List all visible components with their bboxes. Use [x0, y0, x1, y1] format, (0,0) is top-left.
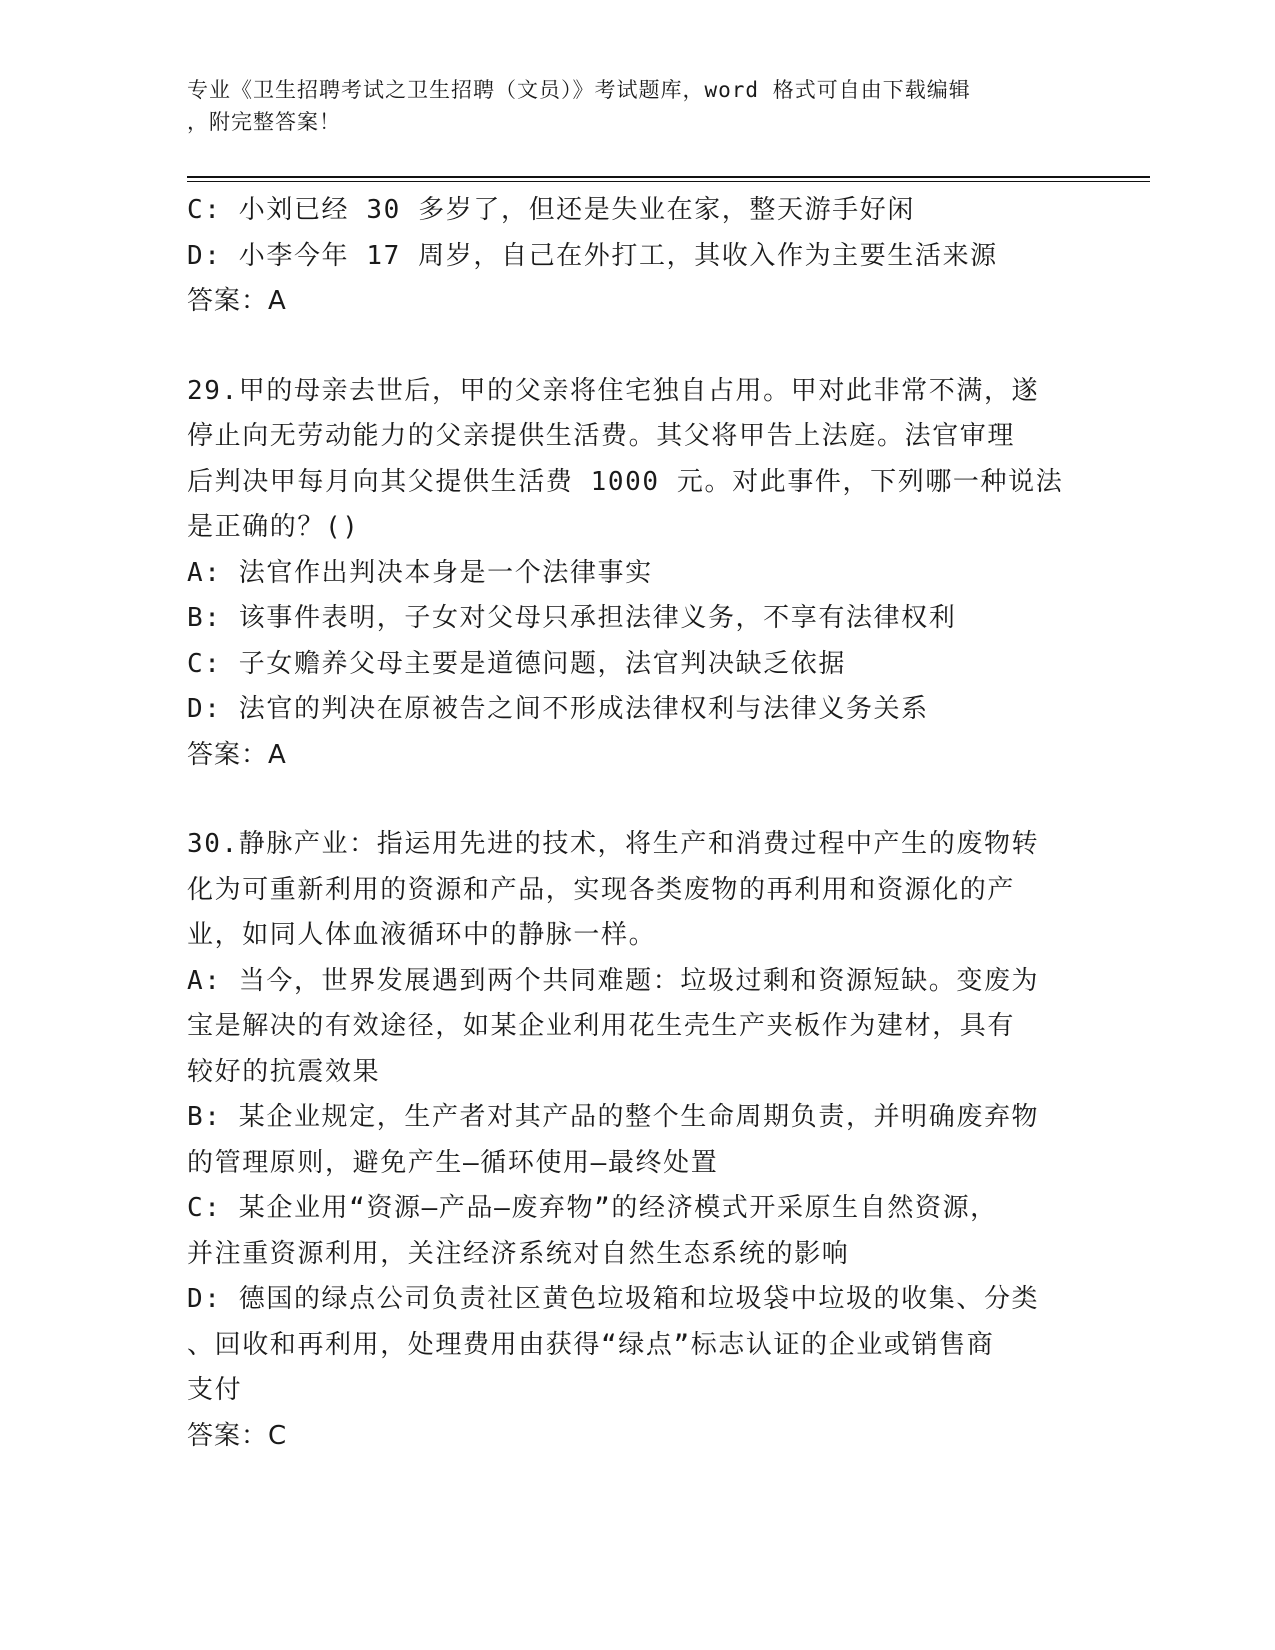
q30-option-d-line-3: 支付 [187, 1375, 243, 1405]
question-30 [187, 822, 1087, 1459]
question-29 [187, 369, 1087, 779]
q30-answer: 答案：C [187, 1420, 288, 1451]
page-header [187, 74, 1067, 138]
q30-option-b-line-2: 的管理原则，避免产生—循环使用—最终处置 [187, 1147, 719, 1178]
q29-option-d: D: 法官的判决在原被告之间不形成法律权利与法律义务关系 [187, 694, 929, 724]
q28-option-d: D: 小李今年 17 周岁，自己在外打工，其收入作为主要生活来源 [187, 240, 998, 271]
q30-option-a-line-1: A: 当今，世界发展遇到两个共同难题：垃圾过剩和资源短缺。变废为 [187, 965, 1040, 996]
q30-option-c-line-1: C: 某企业用“资源—产品—废弃物”的经济模式开采原生自然资源， [187, 1193, 998, 1223]
q30-option-a-line-3: 较好的抗震效果 [187, 1056, 381, 1087]
q29-option-a: A: 法官作出判决本身是一个法律事实 [187, 557, 653, 588]
q28-option-c: C: 小刘已经 30 多岁了，但还是失业在家，整天游手好闲 [187, 195, 915, 225]
q29-option-b: B: 该事件表明，子女对父母只承担法律义务，不享有法律权利 [187, 603, 957, 633]
header-rule-thin [187, 181, 1150, 182]
question-28-continuation [187, 188, 1087, 325]
q30-option-d-line-1: D: 德国的绿点公司负责社区黄色垃圾箱和垃圾袋中垃圾的收集、分类 [187, 1284, 1040, 1314]
question-content [187, 188, 1087, 1459]
header-title-line-2: ，附完整答案！ [187, 110, 341, 134]
q29-stem-line-1: 29.甲的母亲去世后，甲的父亲将住宅独自占用。甲对此非常不满，遂 [187, 375, 1040, 406]
q28-answer: 答案：A [187, 286, 287, 316]
spacer [187, 325, 1087, 369]
q29-stem-line-4: 是正确的？() [187, 512, 360, 542]
q30-option-b-line-1: B: 某企业规定，生产者对其产品的整个生命周期负责，并明确废弃物 [187, 1102, 1040, 1132]
q30-option-d-line-2: 、回收和再利用，处理费用由获得“绿点”标志认证的企业或销售商 [187, 1329, 995, 1360]
header-title-line-1: 专业《卫生招聘考试之卫生招聘（文员）》考试题库，word 格式可自由下载编辑 [187, 78, 971, 102]
spacer [187, 778, 1087, 822]
q30-option-c-line-2: 并注重资源利用，关注经济系统对自然生态系统的影响 [187, 1238, 850, 1269]
header-rule-thick [187, 176, 1150, 178]
q30-stem-line-3: 业，如同人体血液循环中的静脉一样。 [187, 920, 657, 950]
q29-option-c: C: 子女赡养父母主要是道德问题，法官判决缺乏依据 [187, 648, 846, 679]
q30-stem-line-1: 30.静脉产业：指运用先进的技术，将生产和消费过程中产生的废物转 [187, 829, 1040, 859]
q30-stem-line-2: 化为可重新利用的资源和产品，实现各类废物的再利用和资源化的产 [187, 874, 1016, 905]
q29-answer: 答案：A [187, 739, 287, 770]
q29-stem-line-3: 后判决甲每月向其父提供生活费 1000 元。对此事件，下列哪一种说法 [187, 466, 1064, 497]
q29-stem-line-2: 停止向无劳动能力的父亲提供生活费。其父将甲告上法庭。法官审理 [187, 421, 1016, 451]
q30-option-a-line-2: 宝是解决的有效途径，如某企业利用花生壳生产夹板作为建材，具有 [187, 1011, 1016, 1041]
